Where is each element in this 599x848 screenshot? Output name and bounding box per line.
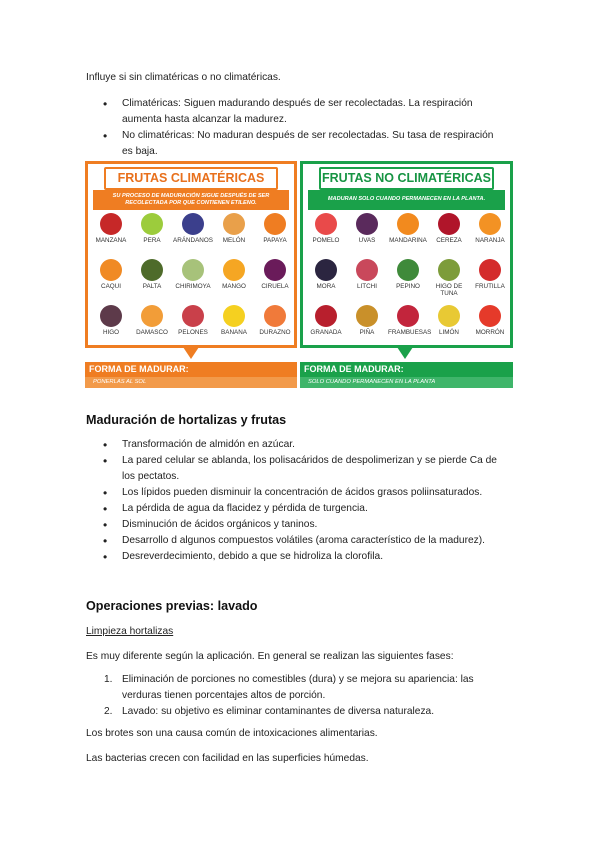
fruit-icon: [141, 213, 163, 235]
ripening-changes-list: [86, 437, 526, 565]
fruit-item: [306, 256, 346, 302]
list-item: • Disminución de ácidos orgánicos y taninos.: [86, 517, 526, 533]
section-title: Operaciones previas: lavado: [86, 599, 258, 613]
fruit-label: PAPAYA: [263, 237, 287, 244]
ripening-method-bar-left: FORMA DE MADURAR: PONERLAS AL SOL: [85, 362, 297, 390]
fruit-icon: [100, 305, 122, 327]
fruit-item: [347, 210, 387, 256]
fruit-item: [470, 210, 510, 256]
fruit-item: [429, 302, 469, 348]
fruit-item: [255, 210, 295, 256]
fruit-item: [214, 256, 254, 302]
list-item: • Transformación de almidón en azúcar.: [86, 437, 526, 453]
fruit-icon: [479, 259, 501, 281]
paragraph: Es muy diferente según la aplicación. En general se realizan las siguientes fases:: [86, 651, 454, 662]
fruit-label: LITCHI: [357, 283, 377, 290]
cleaning-steps-list: [86, 672, 526, 720]
fruit-icon: [264, 213, 286, 235]
fruit-icon: [315, 305, 337, 327]
fruit-icon: [479, 213, 501, 235]
non-climacteric-panel: [300, 161, 513, 348]
fruit-icon: [264, 305, 286, 327]
fruit-label: HIGO: [102, 329, 120, 336]
list-item: • Climatéricas: Siguen madurando después de ser recolectadas. La respiración aumenta hasta alcanzar la madurez.: [86, 96, 526, 128]
fruit-icon: [141, 259, 163, 281]
fruit-label: PIÑA: [359, 329, 375, 336]
fruit-label: MANZANA: [95, 237, 127, 244]
fruit-icon: [438, 213, 460, 235]
fruit-icon: [223, 305, 245, 327]
fruit-item: [173, 256, 213, 302]
fruit-label: CIRUELA: [261, 283, 289, 290]
fruit-icon: [182, 259, 204, 281]
fruit-label: HIGO DE TUNA: [435, 283, 463, 297]
list-item: • Desarrollo d algunos compuestos volátiles (aroma característico de la madurez).: [86, 533, 526, 549]
fruit-label: DAMASCO: [136, 329, 168, 336]
fruit-icon: [223, 213, 245, 235]
fruit-label: POMELO: [312, 237, 340, 244]
fruit-item: [388, 302, 432, 348]
fruit-item: [388, 256, 428, 302]
climacteric-types-list: [86, 96, 526, 160]
fruit-label: ARÁNDANOS: [173, 237, 213, 244]
fruit-item: [255, 302, 295, 348]
fruit-label: UVAS: [358, 237, 376, 244]
fruit-item: [91, 210, 131, 256]
fruit-item: [255, 256, 295, 302]
fruit-label: DURAZNO: [259, 329, 291, 336]
fruit-icon: [397, 213, 419, 235]
fruit-label: FRUTILLA: [475, 283, 505, 290]
fruit-icon: [397, 305, 419, 327]
fruit-icon: [356, 213, 378, 235]
list-item: • No climatéricas: No maduran después de ser recolectadas. Su tasa de respiración es baja.: [86, 128, 526, 160]
panel-subtitle: SU PROCESO DE MADURACIÓN SIGUE DESPUÉS DE SER RECOLECTADA POR QUE CONTIENEN ETILENO.: [93, 190, 289, 210]
fruit-icon: [438, 259, 460, 281]
fruit-label: MANGO: [222, 283, 246, 290]
fruit-label: BANANA: [221, 329, 247, 336]
fruit-icon: [141, 305, 163, 327]
fruit-label: MORA: [316, 283, 336, 290]
fruit-icon: [182, 305, 204, 327]
fruit-label: FRAMBUESAS: [388, 329, 432, 336]
fruit-label: PELONES: [178, 329, 208, 336]
fruit-item: [91, 302, 131, 348]
fruit-icon: [264, 259, 286, 281]
fruit-item: [91, 256, 131, 302]
fruit-label: PALTA: [142, 283, 162, 290]
fruit-label: PEPINO: [396, 283, 420, 290]
fruit-label: MORRÓN: [475, 329, 505, 336]
fruit-item: [214, 302, 254, 348]
fruit-label: CEREZA: [436, 237, 462, 244]
paragraph: Los brotes son una causa común de intoxicaciones alimentarias.: [86, 728, 378, 739]
fruit-icon: [356, 259, 378, 281]
fruit-label: PERA: [143, 237, 161, 244]
fruit-item: [132, 302, 172, 348]
fruit-item: [388, 210, 428, 256]
fruit-label: LIMÓN: [439, 329, 459, 336]
fruit-icon: [100, 259, 122, 281]
fruit-icon: [356, 305, 378, 327]
subheading: Limpieza hortalizas: [86, 626, 174, 637]
fruit-item: [306, 210, 346, 256]
fruit-icon: [182, 213, 204, 235]
fruit-icon: [438, 305, 460, 327]
panel-subtitle: MADURAN SOLO CUANDO PERMANECEN EN LA PLANTA.: [308, 190, 505, 210]
fruit-icon: [397, 259, 419, 281]
fruit-item: [214, 210, 254, 256]
fruit-item: [347, 256, 387, 302]
fruit-item: [470, 302, 510, 348]
fruit-item: [347, 302, 387, 348]
list-item: • La pared celular se ablanda, los polisacáridos de despolimerizan y se pierde Ca de los pectatos.: [86, 453, 526, 485]
ripening-method-bar-right: FORMA DE MADURAR: SOLO CUANDO PERMANECEN EN LA PLANTA: [300, 362, 513, 390]
arrow-down-icon: [397, 347, 413, 359]
fruit-item: [173, 210, 213, 256]
fruit-icon: [315, 213, 337, 235]
fruit-icon: [100, 213, 122, 235]
fruit-label: CAQUI: [101, 283, 121, 290]
fruit-item: [132, 210, 172, 256]
fruit-label: MELÓN: [222, 237, 246, 244]
panel-title: FRUTAS NO CLIMATÉRICAS: [319, 167, 494, 190]
list-item: • La pérdida de agua da flacidez y pérdida de turgencia.: [86, 501, 526, 517]
fruit-label: CHIRIMOYA: [175, 283, 211, 290]
fruit-label: MANDARINA: [389, 237, 427, 244]
fruit-icon: [479, 305, 501, 327]
fruit-item: [470, 256, 510, 302]
climacteric-panel: [85, 161, 297, 348]
list-item: 2. Lavado: su objetivo es eliminar contaminantes de diversa naturaleza.: [104, 706, 435, 717]
list-item: • Los lípidos pueden disminuir la concentración de ácidos grasos poliinsaturados.: [86, 485, 526, 501]
fruit-icon: [315, 259, 337, 281]
fruit-item: [173, 302, 213, 348]
fruit-infographic: [85, 161, 513, 391]
fruit-item: [306, 302, 346, 348]
fruit-label: NARANJA: [475, 237, 505, 244]
fruit-item: [132, 256, 172, 302]
fruit-item: [429, 210, 469, 256]
fruit-icon: [223, 259, 245, 281]
intro-text: Influye si sin climatéricas o no climatéricas.: [86, 72, 281, 83]
panel-title: FRUTAS CLIMATÉRICAS: [104, 167, 278, 190]
fruit-item: [429, 256, 469, 302]
arrow-down-icon: [183, 347, 199, 359]
section-title: Maduración de hortalizas y frutas: [86, 413, 287, 427]
list-item: 1. Eliminación de porciones no comestibles (dura) y se mejora su apariencia: las verduras tienen porcentajes altos de porción.: [104, 674, 474, 701]
fruit-label: GRANADA: [310, 329, 342, 336]
paragraph: Las bacterias crecen con facilidad en las superficies húmedas.: [86, 753, 369, 764]
list-item: • Desreverdecimiento, debido a que se hidroliza la clorofila.: [86, 549, 526, 565]
